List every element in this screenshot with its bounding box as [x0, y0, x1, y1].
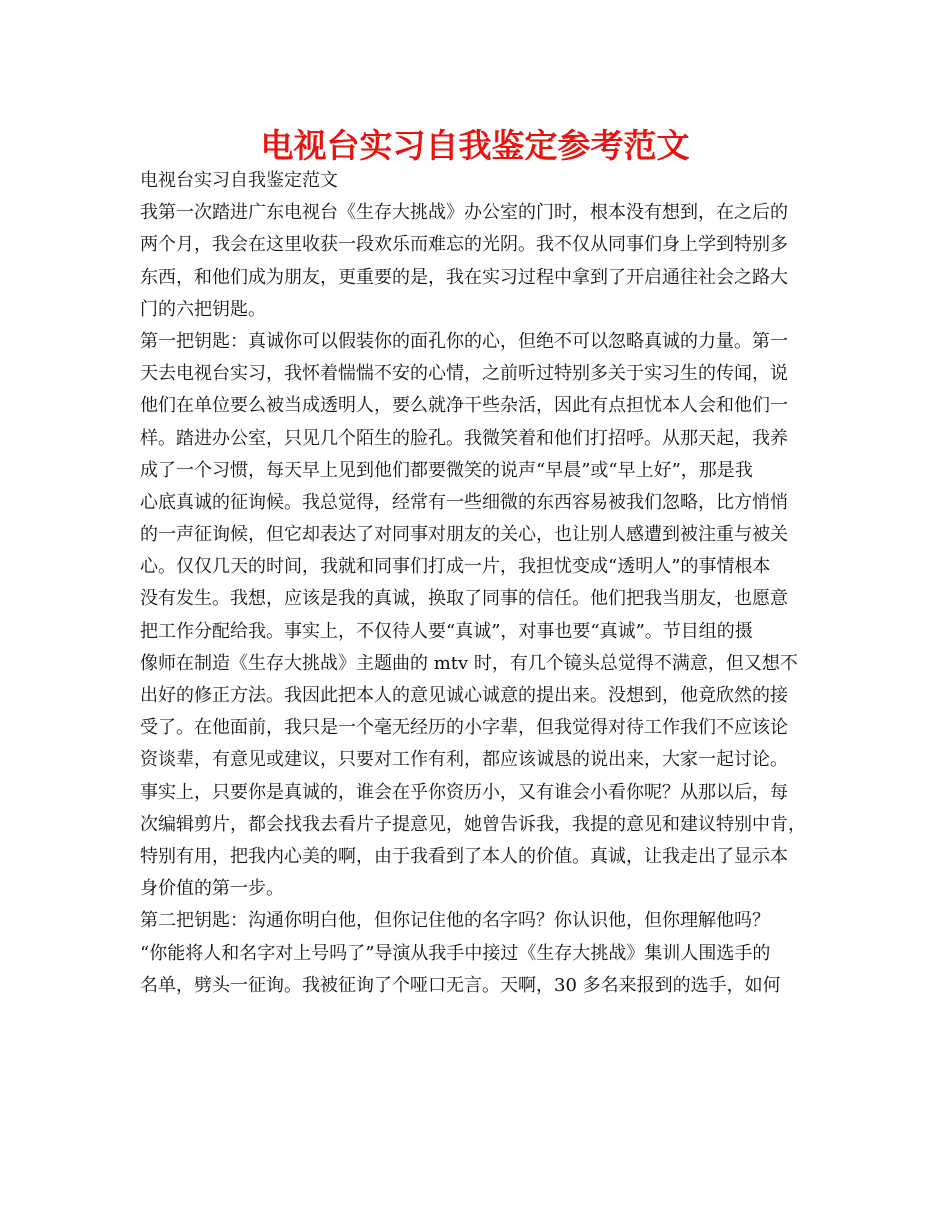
body-line: 第一把钥匙：真诚你可以假装你的面孔你的心，但绝不可以忽略真诚的力量。第一 — [140, 330, 788, 352]
body-line: 两个月，我会在这里收获一段欢乐而难忘的光阴。我不仅从同事们身上学到特别多 — [140, 234, 788, 256]
body-line: 的一声征询候，但它却表达了对同事对朋友的关心，也让别人感遭到被注重与被关 — [140, 524, 788, 546]
body-line: 成了一个习惯，每天早上见到他们都要微笑的说声“早晨”或“早上好”，那是我 — [140, 459, 753, 481]
body-line: 次编辑剪片，都会找我去看片子提意见，她曾告诉我，我提的意见和建议特别中肯， — [140, 813, 806, 835]
body-line: 把工作分配给我。事实上，不仅待人要“真诚”，对事也要“真诚”。节目组的摄 — [140, 620, 753, 642]
body-line: 特别有用，把我内心美的啊，由于我看到了本人的价值。真诚，让我走出了显示本 — [140, 845, 788, 867]
body-line: 没有发生。我想，应该是我的真诚，换取了同事的信任。他们把我当朋友，也愿意 — [140, 588, 788, 610]
body-line: 东西，和他们成为朋友，更重要的是，我在实习过程中拿到了开启通往社会之路大 — [140, 266, 788, 288]
body-line: 出好的修正方法。我因此把本人的意见诚心诚意的提出来。没想到，他竟欣然的接 — [140, 685, 788, 706]
body-line: 样。踏进办公室，只见几个陌生的脸孔。我微笑着和他们打招呼。从那天起，我养 — [140, 427, 788, 449]
body-line: 名单，劈头一征询。我被征询了个哑口无言。天啊，30 多名来报到的选手，如何 — [140, 974, 781, 996]
body-line: 第二把钥匙：沟通你明白他，但你记住他的名字吗？你认识他，但你理解他吗？ — [140, 910, 770, 932]
body-line: “你能将人和名字对上号吗了”导演从我手中接过《生存大挑战》集训人围选手的 — [140, 942, 771, 964]
body-line: 资谈辈，有意见或建议，只要对工作有利，都应该诚恳的说出来，大家一起讨论。 — [140, 749, 788, 771]
body-line: 门的六把钥匙。 — [140, 298, 266, 320]
body-line: 天去电视台实习，我怀着惴惴不安的心情，之前听过特别多关于实习生的传闻，说 — [140, 363, 788, 385]
body-line: 心底真诚的征询候。我总觉得，经常有一些细微的东西容易被我们忽略，比方悄悄 — [140, 491, 788, 513]
body-line: 我第一次踏进广东电视台《生存大挑战》办公室的门时，根本没有想到，在之后的 — [140, 202, 788, 224]
body-line: 心。仅仅几天的时间，我就和同事们打成一片，我担忧变成“透明人”的事情根本 — [140, 556, 771, 578]
document-title: 电视台实习自我鉴定参考范文 — [260, 126, 690, 165]
body-line: 他们在单位要么被当成透明人，要么就净干些杂活，因此有点担忧本人会和他们一 — [140, 395, 788, 417]
document-body — [140, 165, 820, 1002]
body-line: 受了。在他面前，我只是一个毫无经历的小字辈，但我觉得对待工作我们不应该论 — [140, 717, 788, 739]
body-line: 身价值的第一步。 — [140, 878, 284, 900]
body-line: 事实上，只要你是真诚的，谁会在乎你资历小，又有谁会小看你呢？从那以后，每 — [140, 781, 788, 803]
body-line: 像师在制造《生存大挑战》主题曲的 mtv 时，有几个镜头总觉得不满意，但又想不 — [140, 652, 798, 674]
subtitle-line: 电视台实习自我鉴定范文 — [140, 170, 338, 191]
